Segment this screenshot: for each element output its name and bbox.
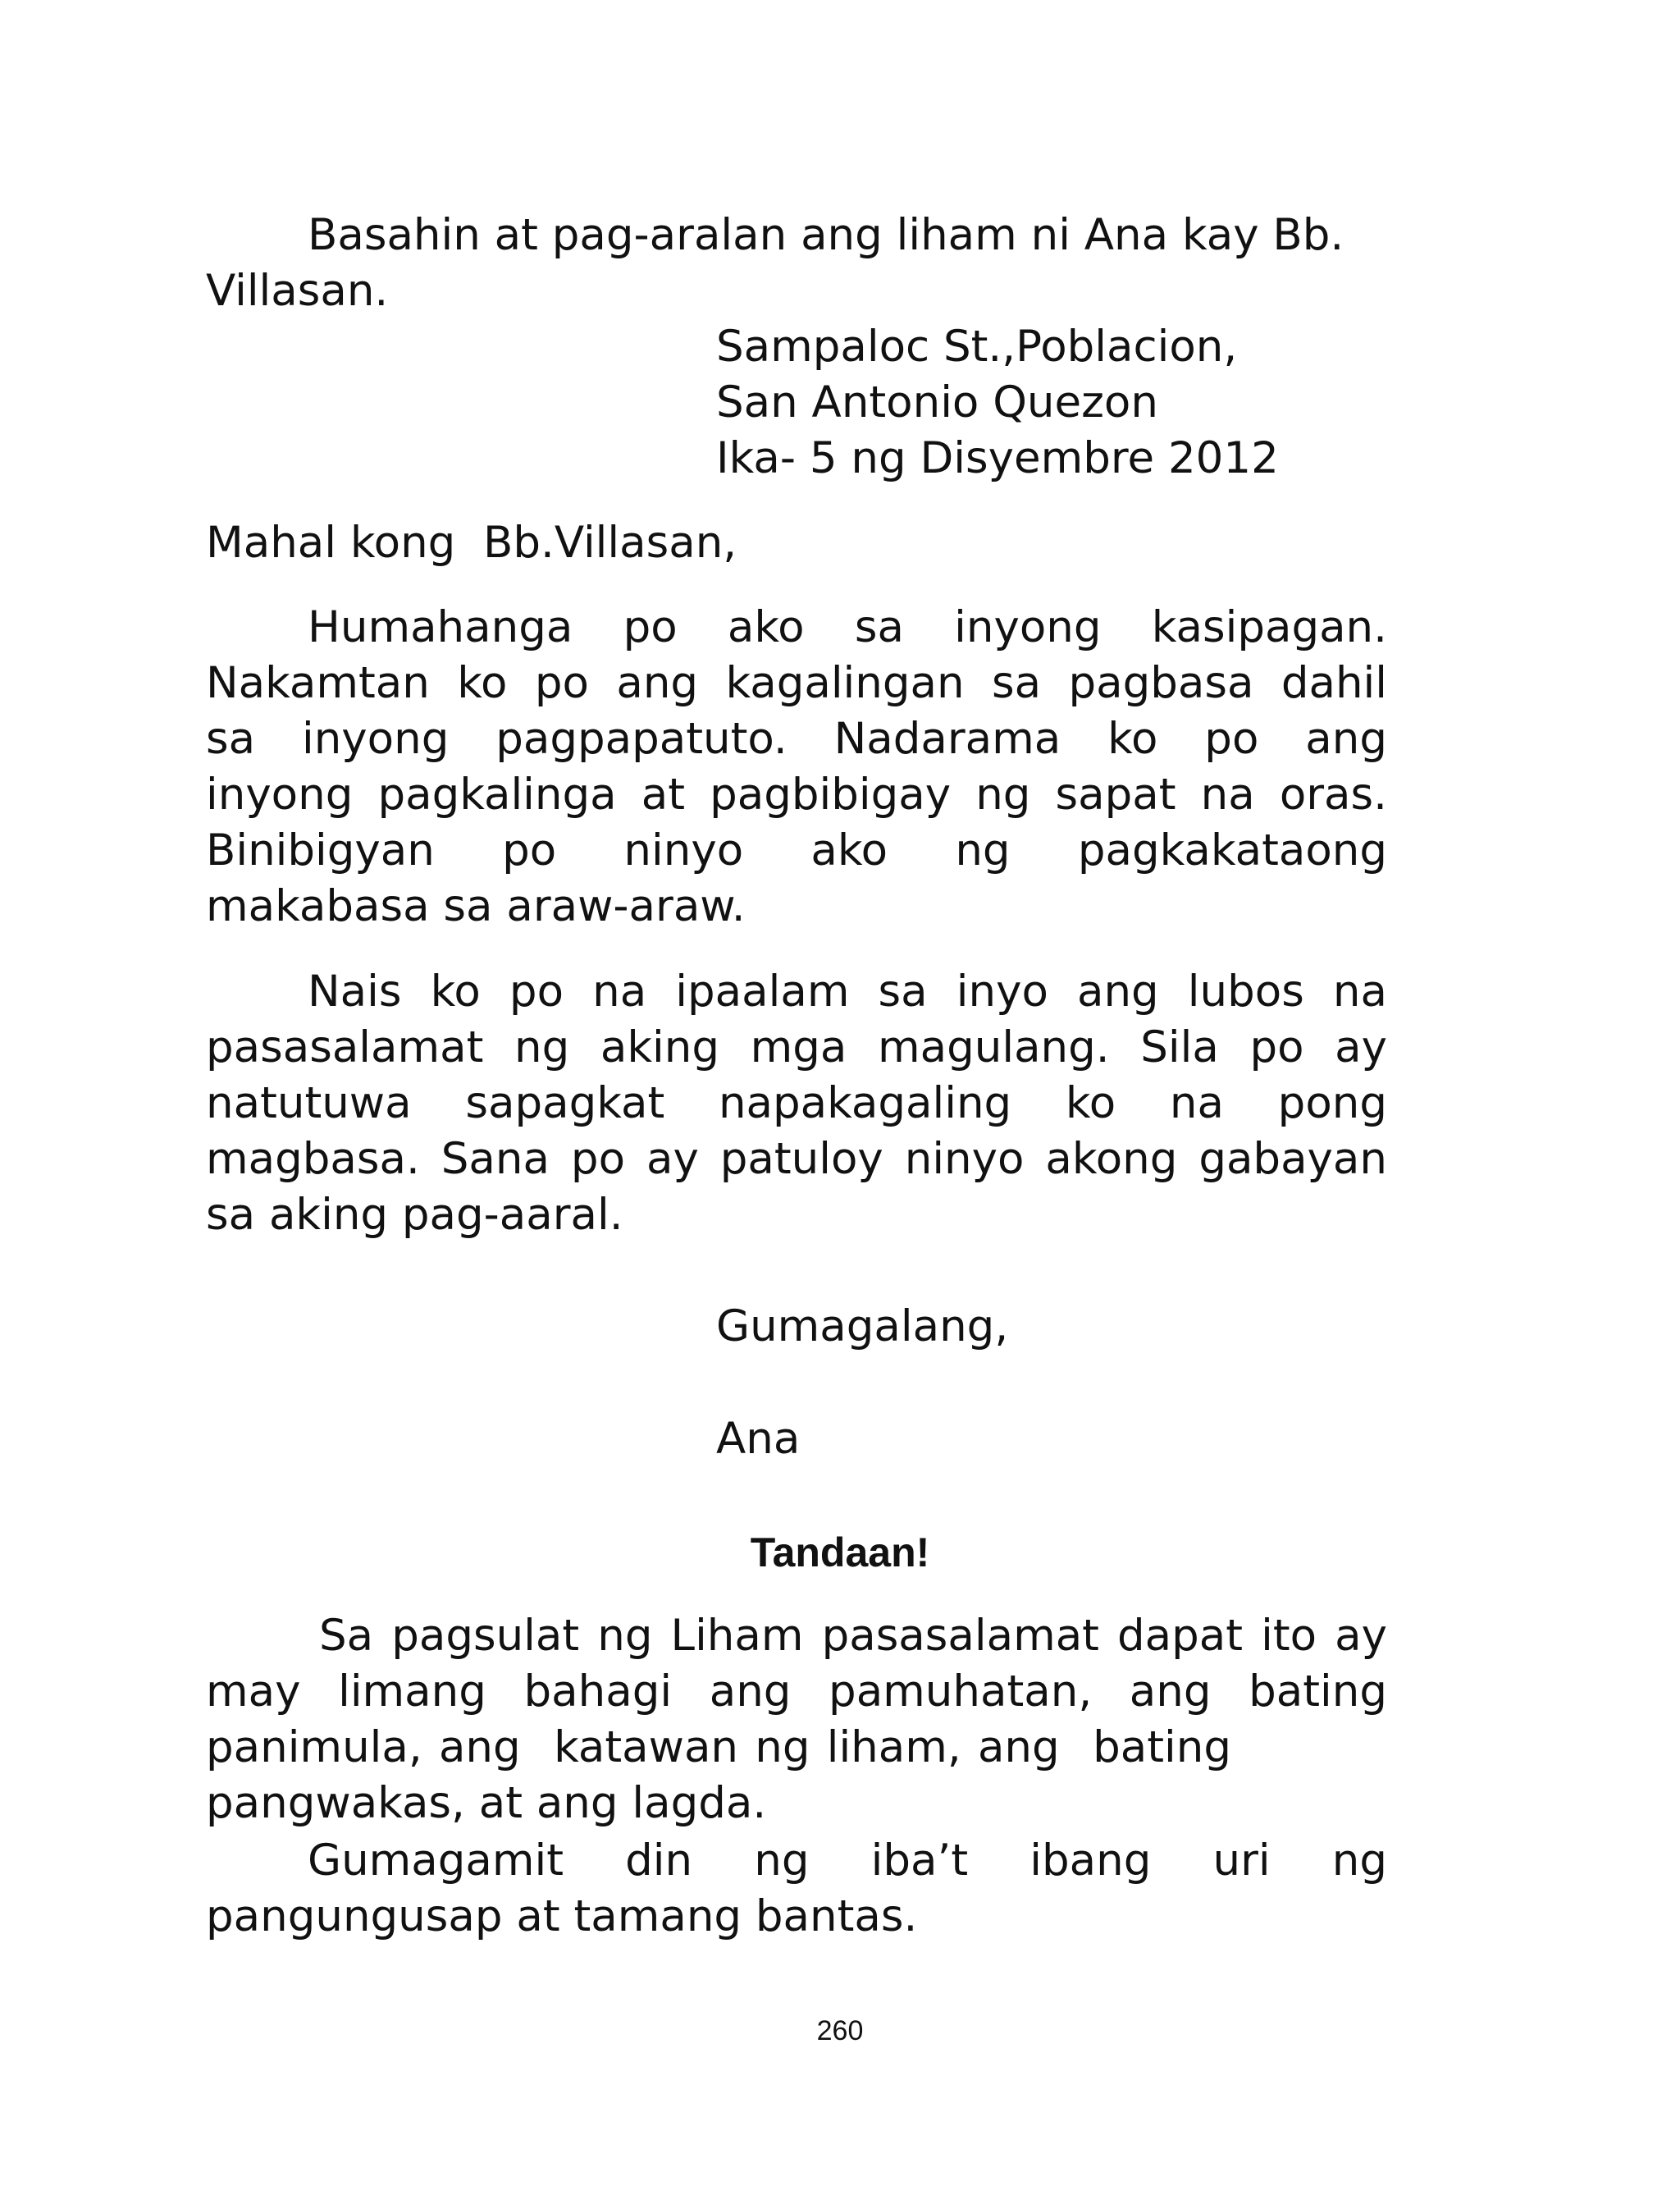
remember-paragraph-1 xyxy=(206,1608,1387,1831)
letter-date: Ika- 5 ng Disyembre 2012 xyxy=(716,433,1279,483)
body2-line: natutuwa sapagkat napakagaling ko na pong xyxy=(206,1078,1387,1128)
body1-line: sa inyong pagpapatuto. Nadarama ko po ang xyxy=(206,714,1387,764)
remember2-line: Gumagamit din ng iba’t ibang uri ng xyxy=(308,1836,1387,1886)
body-paragraph-1 xyxy=(206,600,1387,935)
salutation: Mahal kong Bb.Villasan, xyxy=(206,518,737,568)
complimentary-close: Gumagalang, xyxy=(716,1301,1009,1351)
body1-line: Humahanga po ako sa inyong kasipagan. xyxy=(308,602,1387,652)
body2-line: Nais ko po na ipaalam sa inyo ang lubos na xyxy=(308,967,1387,1017)
remember1-line: pangwakas, at ang lagda. xyxy=(206,1778,767,1828)
body2-line: magbasa. Sana po ay patuloy ninyo akong gabayan xyxy=(206,1134,1387,1184)
intro-line-1: Basahin at pag-aralan ang liham ni Ana kay Bb. xyxy=(308,210,1344,260)
body-paragraph-2 xyxy=(206,964,1387,1243)
body2-line: sa aking pag-aaral. xyxy=(206,1190,623,1240)
remember1-line: Sa pagsulat ng Liham pasasalamat dapat ito ay xyxy=(319,1611,1387,1661)
remember1-line: may limang bahagi ang pamuhatan, ang bating xyxy=(206,1667,1387,1717)
intro-line-2: Villasan. xyxy=(206,266,389,316)
address-line-2: San Antonio Quezon xyxy=(716,377,1158,427)
remember-paragraph-2 xyxy=(206,1833,1387,1945)
remember1-line: panimula, ang katawan ng liham, ang bating xyxy=(206,1722,1231,1772)
remember2-line: pangungusap at tamang bantas. xyxy=(206,1891,918,1941)
address-line-1: Sampaloc St.,Poblacion, xyxy=(716,322,1238,372)
body1-line: Nakamtan ko po ang kagalingan sa pagbasa dahil xyxy=(206,658,1387,708)
body1-line: inyong pagkalinga at pagbibigay ng sapat na oras. xyxy=(206,770,1387,820)
body1-line: Binibigyan po ninyo ako ng pagkakataong xyxy=(206,825,1387,876)
signature: Ana xyxy=(716,1414,801,1464)
remember-heading: Tandaan! xyxy=(750,1529,930,1575)
body2-line: pasasalamat ng aking mga magulang. Sila po ay xyxy=(206,1022,1387,1072)
body1-line: makabasa sa araw-araw. xyxy=(206,881,746,931)
page-number: 260 xyxy=(816,2015,864,2046)
